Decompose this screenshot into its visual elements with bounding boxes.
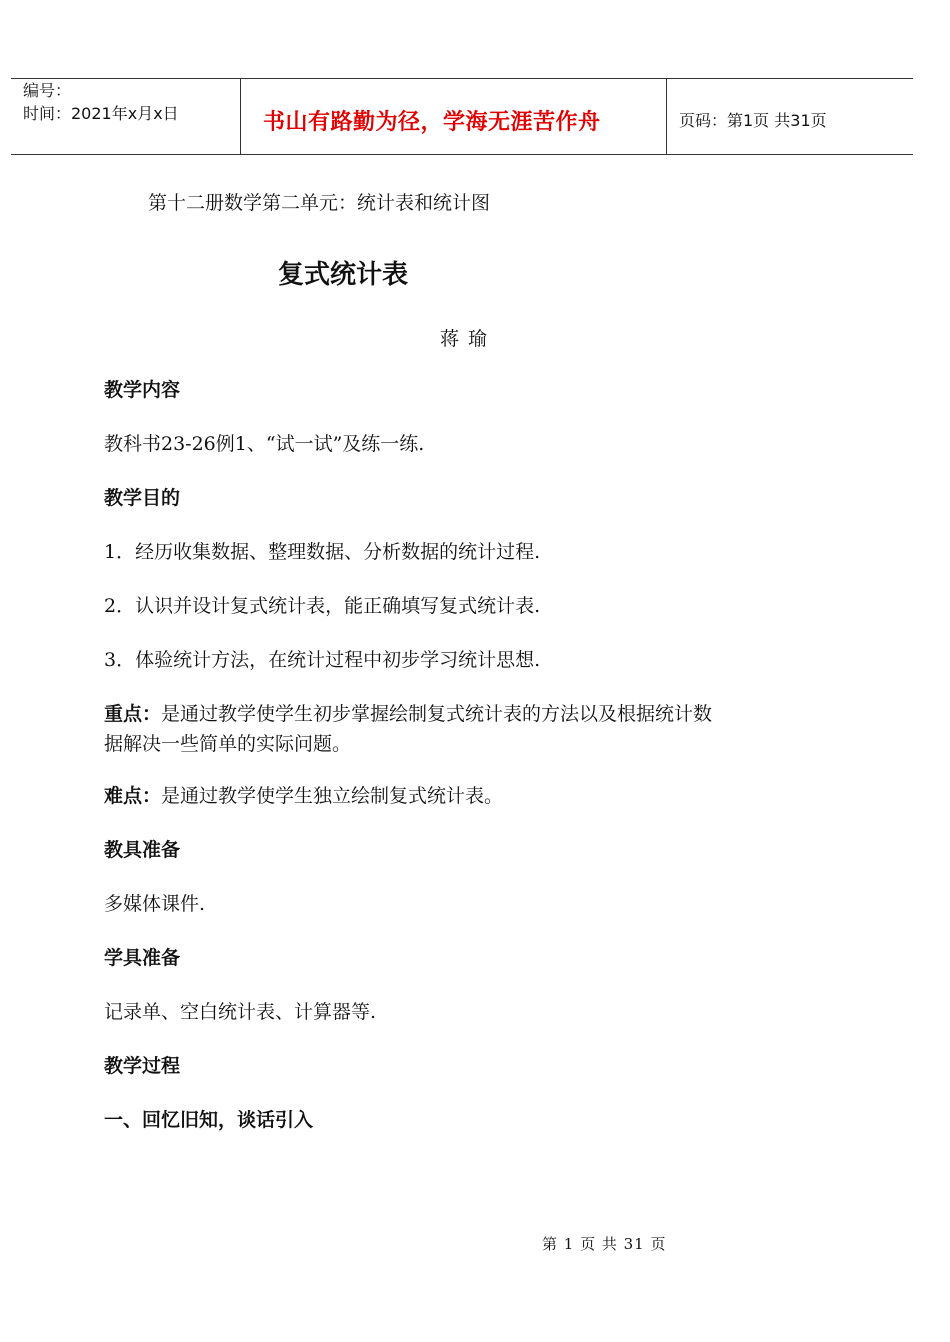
header-meta-cell xyxy=(11,79,241,154)
goal-item-2: 2．认识并设计复式统计表，能正确填写复式统计表. xyxy=(104,595,541,617)
difficulty-label: 难点： xyxy=(104,785,162,807)
student-tools-text: 记录单、空白统计表、计算器等. xyxy=(104,1001,377,1023)
key-point-line-1 xyxy=(104,702,712,726)
teaching-content-heading: 教学内容 xyxy=(104,379,181,401)
teacher-tools-heading: 教具准备 xyxy=(104,839,181,861)
page-footer: 第 1 页 共 31 页 xyxy=(542,1235,667,1253)
page-header xyxy=(11,78,913,155)
key-point-line-2: 据解决一些简单的实际问题。 xyxy=(104,733,352,755)
difficulty-line xyxy=(104,784,503,808)
unit-title: 第十二册数学第二单元：统计表和统计图 xyxy=(148,192,491,214)
header-page-code: 页码：第1页 共31页 xyxy=(679,111,827,130)
teaching-content-text: 教科书23-26例1、“试一试”及练一练. xyxy=(104,433,425,455)
teaching-goals-heading: 教学目的 xyxy=(104,487,181,509)
goal-item-3: 3．体验统计方法，在统计过程中初步学习统计思想. xyxy=(104,649,541,671)
key-point-text: 是通过教学使学生初步掌握绘制复式统计表的方法以及根据统计数 xyxy=(161,703,713,725)
header-motto: 书山有路勤为径，学海无涯苦作舟 xyxy=(263,110,601,135)
goal-item-1: 1．经历收集数据、整理数据、分析数据的统计过程. xyxy=(104,541,541,563)
student-tools-heading: 学具准备 xyxy=(104,947,181,969)
header-page-cell xyxy=(667,79,913,154)
difficulty-text: 是通过教学使学生独立绘制复式统计表。 xyxy=(161,785,504,807)
author-name: 蒋瑜 xyxy=(440,328,497,350)
page-title: 复式统计表 xyxy=(278,260,409,290)
document-number: 编号： xyxy=(23,81,72,100)
teacher-tools-text: 多媒体课件. xyxy=(104,893,206,915)
document-date: 时间：2021年x月x日 xyxy=(23,104,179,123)
header-motto-cell xyxy=(241,79,667,154)
teaching-process-heading: 教学过程 xyxy=(104,1055,181,1077)
step-1-heading: 一、回忆旧知，谈话引入 xyxy=(104,1109,314,1131)
key-point-label: 重点： xyxy=(104,703,162,725)
